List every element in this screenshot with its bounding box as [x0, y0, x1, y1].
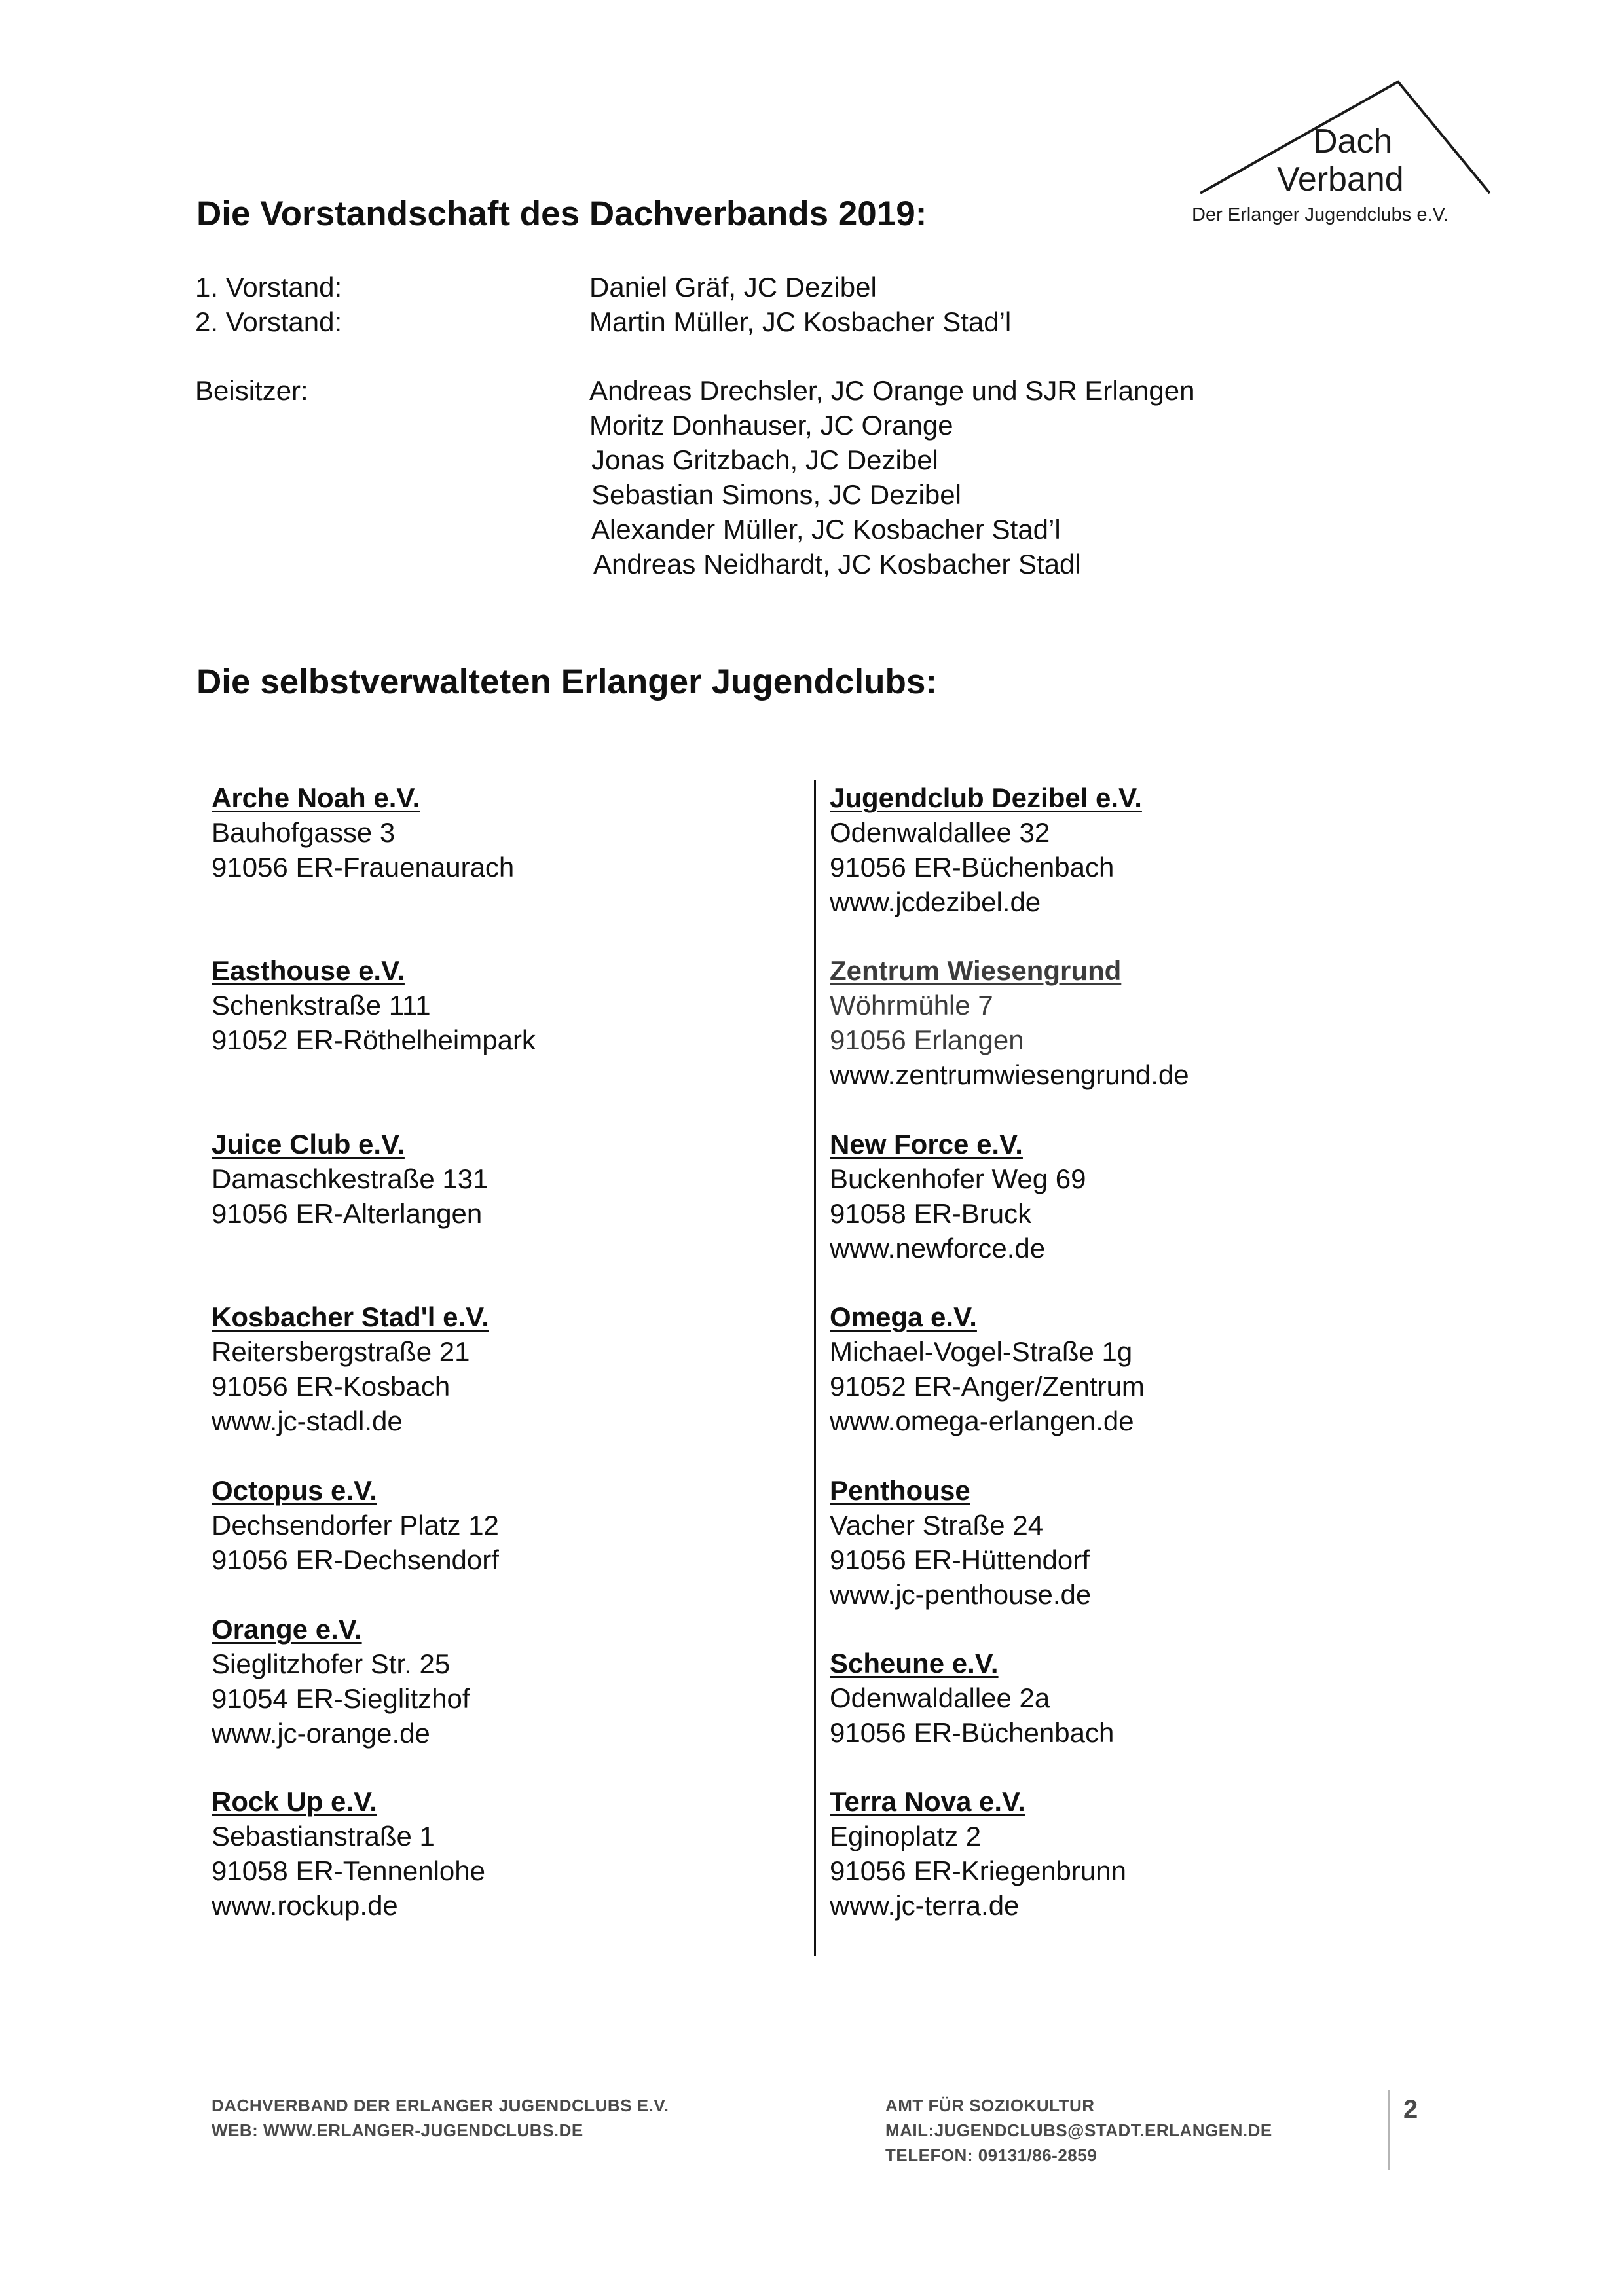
club-city: 91056 ER-Büchenbach	[830, 852, 1115, 883]
club-name: Zentrum Wiesengrund	[830, 955, 1122, 986]
assessor-name: Andreas Neidhardt, JC Kosbacher Stadl	[593, 549, 1081, 579]
club-city: 91056 Erlangen	[830, 1025, 1024, 1055]
club-website-link[interactable]: www.jc-terra.de	[830, 1890, 1020, 1921]
footer-left	[212, 2093, 669, 2143]
club-entry	[830, 780, 1419, 919]
club-name: Jugendclub Dezibel e.V.	[830, 782, 1142, 813]
club-city: 91056 ER-Kosbach	[212, 1371, 451, 1402]
club-website-link[interactable]: www.zentrumwiesengrund.de	[830, 1059, 1189, 1090]
club-name: Juice Club e.V.	[212, 1129, 405, 1159]
club-name: New Force e.V.	[830, 1129, 1023, 1159]
club-website-link[interactable]: www.omega-erlangen.de	[830, 1406, 1134, 1436]
club-name: Rock Up e.V.	[212, 1786, 377, 1817]
dachverband-logo	[1179, 72, 1506, 242]
club-entry	[830, 1646, 1419, 1750]
footer-divider	[1388, 2090, 1390, 2170]
club-street: Damaschkestraße 131	[212, 1163, 489, 1194]
club-entry	[830, 1300, 1419, 1438]
club-name: Easthouse e.V.	[212, 955, 405, 986]
club-city: 91058 ER-Bruck	[830, 1198, 1032, 1229]
club-city: 91056 ER-Dechsendorf	[212, 1544, 499, 1575]
club-name: Orange e.V.	[212, 1614, 362, 1645]
column-divider	[814, 780, 816, 1956]
assessor-name: Alexander Müller, JC Kosbacher Stad’l	[591, 514, 1061, 545]
club-street: Dechsendorfer Platz 12	[212, 1510, 499, 1540]
club-name: Kosbacher Stad'l e.V.	[212, 1302, 489, 1332]
club-entry	[212, 1612, 801, 1751]
club-name: Arche Noah e.V.	[212, 782, 420, 813]
club-website-link[interactable]: www.jc-orange.de	[212, 1718, 430, 1749]
club-street: Reitersbergstraße 21	[212, 1336, 470, 1367]
footer-org-name: DACHVERBAND DER ERLANGER JUGENDCLUBS E.V.	[212, 2096, 669, 2115]
second-chair-name: Martin Müller, JC Kosbacher Stad’l	[589, 306, 1012, 337]
club-website-link[interactable]: www.jcdezibel.de	[830, 886, 1041, 917]
footer-right	[885, 2093, 1272, 2168]
club-street: Sebastianstraße 1	[212, 1821, 435, 1851]
footer-office: AMT FÜR SOZIOKULTUR	[885, 2096, 1095, 2115]
club-entry	[830, 1127, 1419, 1266]
footer-phone: TELEFON: 09131/86-2859	[885, 2145, 1098, 2165]
club-website-link[interactable]: www.jc-penthouse.de	[830, 1579, 1092, 1610]
club-city: 91058 ER-Tennenlohe	[212, 1855, 485, 1886]
logo-word-verband: Verband	[1277, 160, 1404, 198]
club-street: Bauhofgasse 3	[212, 817, 396, 848]
clubs-title: Die selbstverwalteten Erlanger Jugendclubs:	[196, 663, 938, 701]
assessors-label: Beisitzer:	[195, 375, 308, 406]
club-city: 91054 ER-Sieglitzhof	[212, 1683, 470, 1714]
club-city: 91052 ER-Anger/Zentrum	[830, 1371, 1145, 1402]
assessor-name: Andreas Drechsler, JC Orange und SJR Erlangen	[589, 375, 1195, 406]
club-street: Sieglitzhofer Str. 25	[212, 1649, 451, 1679]
club-entry	[830, 953, 1419, 1092]
club-website-link[interactable]: www.rockup.de	[212, 1890, 398, 1921]
board-title: Die Vorstandschaft des Dachverbands 2019:	[196, 194, 927, 233]
page-number: 2	[1403, 2095, 1418, 2124]
club-street: Vacher Straße 24	[830, 1510, 1044, 1540]
assessor-name: Jonas Gritzbach, JC Dezibel	[591, 445, 938, 475]
club-street: Odenwaldallee 32	[830, 817, 1050, 848]
club-entry	[212, 1784, 801, 1923]
club-name: Penthouse	[830, 1475, 970, 1506]
club-city: 91056 ER-Büchenbach	[830, 1717, 1115, 1748]
club-street: Buckenhofer Weg 69	[830, 1163, 1086, 1194]
footer-mail[interactable]: MAIL:JUGENDCLUBS@STADT.ERLANGEN.DE	[885, 2121, 1272, 2140]
club-city: 91056 ER-Hüttendorf	[830, 1544, 1090, 1575]
club-street: Eginoplatz 2	[830, 1821, 982, 1851]
logo-subtitle: Der Erlanger Jugendclubs e.V.	[1192, 204, 1449, 225]
first-chair-label: 1. Vorstand:	[195, 272, 342, 302]
club-entry	[212, 1300, 801, 1438]
club-street: Michael-Vogel-Straße 1g	[830, 1336, 1133, 1367]
club-street: Wöhrmühle 7	[830, 990, 993, 1021]
club-entry	[830, 1473, 1419, 1612]
club-city: 91056 ER-Frauenaurach	[212, 852, 515, 883]
club-entry	[212, 953, 801, 1057]
club-website-link[interactable]: www.newforce.de	[830, 1233, 1046, 1264]
club-entry	[830, 1784, 1419, 1923]
club-name: Omega e.V.	[830, 1302, 977, 1332]
club-city: 91056 ER-Alterlangen	[212, 1198, 483, 1229]
club-website-link[interactable]: www.jc-stadl.de	[212, 1406, 403, 1436]
club-street: Odenwaldallee 2a	[830, 1683, 1050, 1713]
footer-website[interactable]: WEB: WWW.ERLANGER-JUGENDCLUBS.DE	[212, 2121, 583, 2140]
club-city: 91056 ER-Kriegenbrunn	[830, 1855, 1126, 1886]
club-entry	[212, 780, 801, 884]
assessor-name: Moritz Donhauser, JC Orange	[589, 410, 953, 441]
first-chair-name: Daniel Gräf, JC Dezibel	[589, 272, 877, 302]
logo-word-dach: Dach	[1313, 122, 1393, 160]
club-entry	[212, 1473, 801, 1577]
club-name: Scheune e.V.	[830, 1648, 999, 1679]
assessor-name: Sebastian Simons, JC Dezibel	[591, 479, 961, 510]
club-street: Schenkstraße 111	[212, 990, 431, 1021]
club-entry	[212, 1127, 801, 1231]
club-name: Octopus e.V.	[212, 1475, 377, 1506]
club-name: Terra Nova e.V.	[830, 1786, 1025, 1817]
club-city: 91052 ER-Röthelheimpark	[212, 1025, 536, 1055]
second-chair-label: 2. Vorstand:	[195, 306, 342, 337]
